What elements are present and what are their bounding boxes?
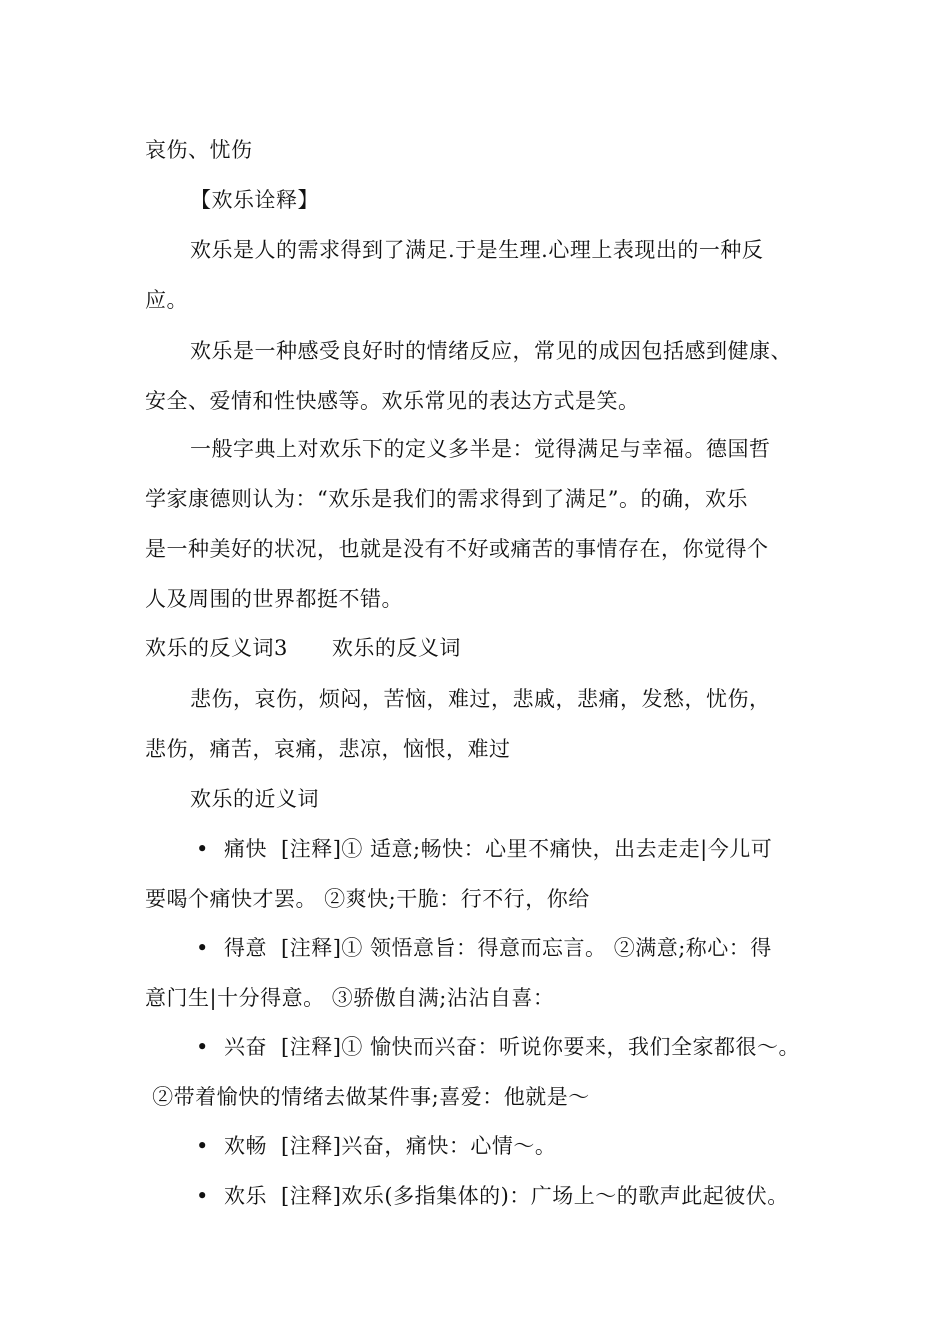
paragraph-line: 一般字典上对欢乐下的定义多半是：觉得满足与幸福。德国哲 (190, 437, 771, 461)
paragraph-line: 欢乐是一种感受良好时的情绪反应，常见的成因包括感到健康、 (190, 339, 792, 363)
entry-word: 兴奋 (224, 1035, 267, 1059)
synonym-entry (196, 935, 772, 961)
synonym-entry (196, 836, 772, 862)
entry-word: 欢畅 (224, 1134, 267, 1158)
entry-text: [注释]① 愉快而兴奋：听说你要来，我们全家都很～。 (281, 1035, 801, 1059)
synonym-entry (196, 1034, 800, 1060)
text-line: 哀伤、忧伤 (145, 138, 253, 162)
paragraph-line: 应。 (145, 288, 188, 312)
entry-continuation: ②带着愉快的情绪去做某件事;喜爱：他就是～ (145, 1085, 590, 1109)
section-title: 【欢乐诠释】 (190, 188, 319, 212)
bullet-icon: • (196, 1035, 209, 1059)
synonyms-heading: 欢乐的近义词 (190, 787, 319, 811)
entry-word: 欢乐 (224, 1184, 267, 1208)
paragraph-line: 学家康德则认为：“欢乐是我们的需求得到了满足”。的确，欢乐 (145, 487, 748, 511)
entry-word: 痛快 (224, 837, 267, 861)
entry-word: 得意 (224, 936, 267, 960)
bullet-icon: • (196, 1184, 209, 1208)
paragraph-line: 安全、爱情和性快感等。欢乐常见的表达方式是笑。 (145, 389, 640, 413)
paragraph-line: 欢乐是人的需求得到了满足.于是生理.心理上表现出的一种反 (190, 238, 764, 262)
antonym-line: 悲伤，哀伤，烦闷，苦恼，难过，悲戚，悲痛，发愁，忧伤， (190, 687, 771, 711)
paragraph-line: 人及周围的世界都挺不错。 (145, 587, 403, 611)
bullet-icon: • (196, 936, 209, 960)
synonym-entry (196, 1183, 789, 1209)
section-subheading: 欢乐的反义词 (331, 636, 461, 660)
section-heading (145, 635, 461, 661)
entry-text: [注释]欢乐(多指集体的)：广场上～的歌声此起彼伏。 (281, 1184, 789, 1208)
bullet-icon: • (196, 1134, 209, 1158)
entry-continuation: 意门生|十分得意。 ③骄傲自满;沾沾自喜： (145, 986, 555, 1010)
entry-text: [注释]① 适意;畅快：心里不痛快，出去走走|今儿可 (281, 837, 773, 861)
entry-text: [注释]① 领悟意旨：得意而忘言。 ②满意;称心：得 (281, 936, 772, 960)
section-heading-text: 欢乐的反义词3 (145, 636, 288, 660)
bullet-icon: • (196, 837, 209, 861)
synonym-entry (196, 1133, 556, 1159)
entry-continuation: 要喝个痛快才罢。 ②爽快;干脆：行不行，你给 (145, 887, 590, 911)
entry-text: [注释]兴奋，痛快：心情～。 (281, 1134, 557, 1158)
paragraph-line: 是一种美好的状况，也就是没有不好或痛苦的事情存在，你觉得个 (145, 537, 769, 561)
antonym-line: 悲伤，痛苦，哀痛，悲凉，恼恨，难过 (145, 737, 511, 761)
